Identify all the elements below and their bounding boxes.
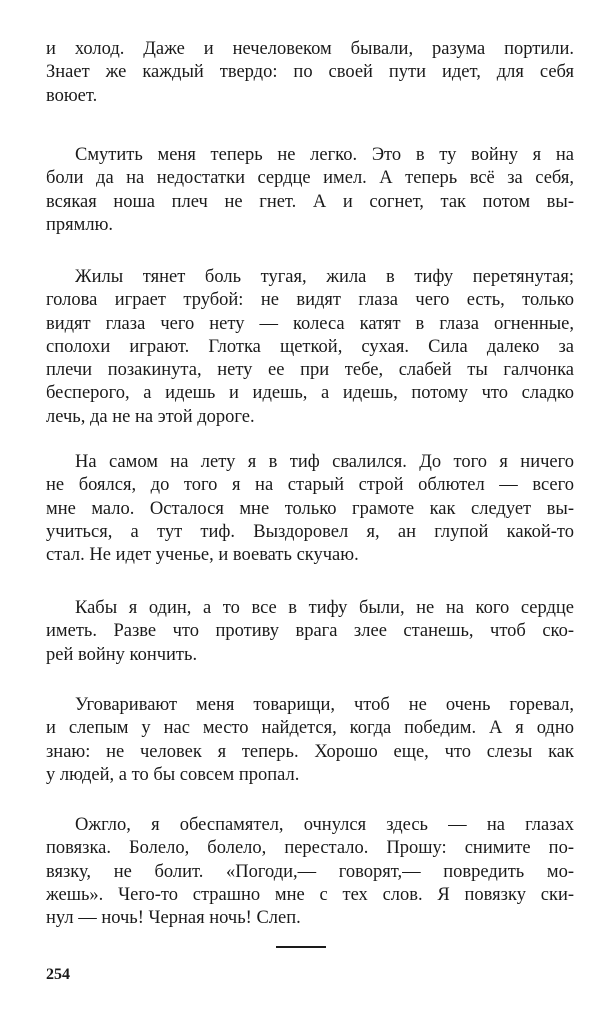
text-line: мне мало. Осталося мне только грамоте как следует вы- [46,498,574,519]
text-line: не боялся, до того я на старый строй облютел — всего [46,475,574,496]
text-line: плечи позакинута, нету ее при тебе, слабей ты галчонка [46,360,574,381]
text-line: у людей, а то бы совсем пропал. [46,764,300,785]
text-line: нул — ночь! Черная ночь! Слеп. [46,908,301,929]
text-line: Знает же каждый твердо: по своей пути идет, для себя [46,62,574,83]
text-line: учиться, а тут тиф. Выздоровел я, ан глупой какой-то [46,521,574,542]
text-line: На самом на лету я в тиф свалился. До того я ничего [75,452,574,472]
section-end-rule [276,946,326,948]
text-line: и холод. Даже и нечеловеком бывали, разума портили. [46,39,574,59]
text-line: сполохи играют. Глотка щеткой, сухая. Сила далеко за [46,336,574,357]
paragraph [46,144,574,237]
paragraph [46,814,574,930]
text-line: рей войну кончить. [46,644,198,665]
text-line: повязка. Болело, болело, перестало. Прошу: снимите по- [46,838,574,859]
paragraph [46,266,574,429]
text-line: лечь, да не на этой дороге. [46,406,255,427]
text-line: боли да на недостатки сердце имел. А теперь всё за себя, [46,168,574,189]
text-line: знаю: не человек я теперь. Хорошо еще, что слезы как [46,741,574,762]
paragraph [46,38,574,108]
page-number: 254 [46,966,70,983]
text-line: Ожгло, я обеспамятел, очнулся здесь — на глазах [75,815,574,835]
text-line: стал. Не идет ученье, и воевать скучаю. [46,545,359,566]
paragraph [46,597,574,667]
text-line: жешь». Чего-то страшно мне с тех слов. Я повязку ски- [46,884,574,905]
paragraph [46,451,574,567]
text-line: Смутить меня теперь не легко. Это в ту войну я на [75,145,574,165]
text-line: всякая ноша плеч не гнет. А и согнет, так потом вы- [46,191,574,212]
text-line: голова играет трубой: не видят глаза чего есть, только [46,290,574,311]
text-line: прямлю. [46,214,114,235]
text-line: вязку, не болит. «Погоди,— говорят,— повредить мо- [46,861,574,882]
text-line: Кабы я один, а то все в тифу были, не на кого сердце [75,598,574,618]
text-line: Жилы тянет боль тугая, жила в тифу перетянутая; [75,267,574,287]
text-line: и слепым у нас место найдется, когда победим. А я одно [46,718,574,739]
text-line: воюет. [46,85,98,106]
text-line: видят глаза чего нету — колеса катят в глаза огненные, [46,313,574,334]
text-line: иметь. Разве что противу врага злее станешь, чтоб ско- [46,621,574,642]
text-line: бесперого, а идешь и идешь, а идешь, потому что сладко [46,383,574,404]
paragraph [46,694,574,787]
text-line: Уговаривают меня товарищи, чтоб не очень горевал, [75,695,574,715]
